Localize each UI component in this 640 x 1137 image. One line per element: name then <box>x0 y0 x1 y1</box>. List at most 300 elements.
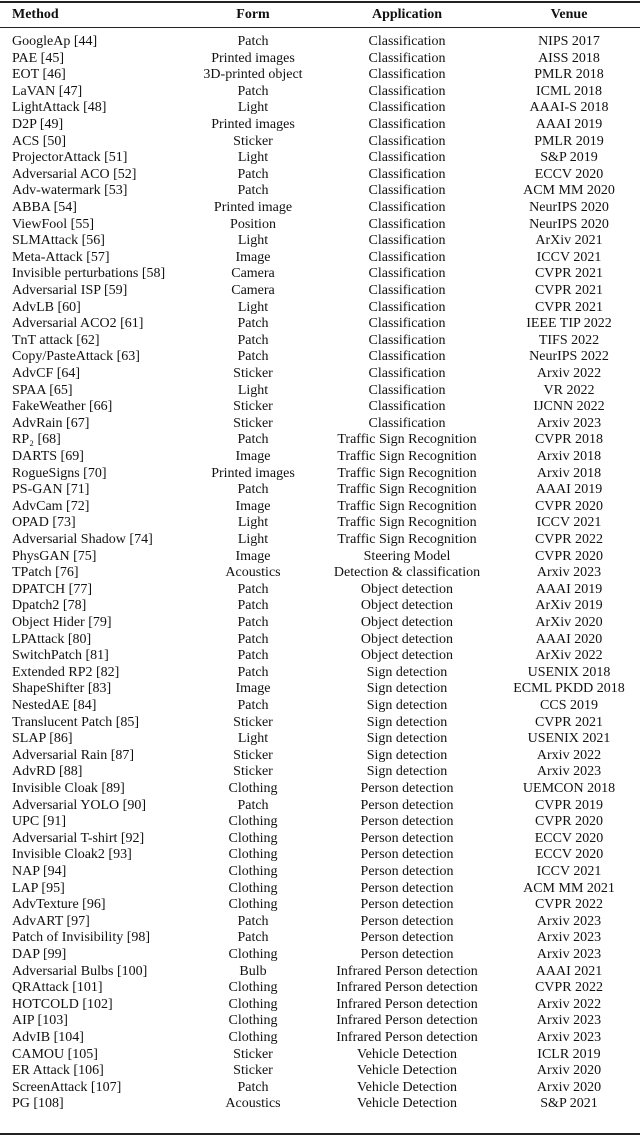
cell-form: Clothing <box>228 1013 278 1029</box>
cell-method: Invisible Cloak2 [93] <box>12 847 132 863</box>
cell-method: AdvCam [72] <box>12 498 90 514</box>
cell-form: Patch <box>237 83 269 99</box>
cell-method: AdvLB [60] <box>12 299 81 315</box>
cell-method: PG [108] <box>12 1096 64 1112</box>
cell-venue: NeurIPS 2020 <box>529 216 609 232</box>
cell-form: Image <box>235 449 271 464</box>
cell-application: Classification <box>368 283 446 298</box>
table-row <box>0 232 640 249</box>
cell-application: Traffic Sign Recognition <box>337 515 477 531</box>
table-row <box>0 1046 640 1063</box>
header-application: Application <box>371 7 442 22</box>
cell-application: Person detection <box>360 797 454 813</box>
cell-method: Extended RP2 [82] <box>12 664 120 680</box>
cell-application: Object detection <box>360 648 454 664</box>
cell-venue: Arxiv 2018 <box>536 449 602 464</box>
cell-application: Classification <box>368 399 446 415</box>
cell-method: AdvIB [104] <box>12 1030 84 1045</box>
cell-method: LAP [95] <box>12 880 65 896</box>
cell-application: Classification <box>368 266 446 282</box>
cell-venue: CVPR 2021 <box>534 266 604 282</box>
table-row <box>0 963 640 980</box>
cell-form: Printed images <box>211 117 295 132</box>
table-row <box>0 830 640 847</box>
cell-form: Position <box>230 216 276 232</box>
cell-venue: CVPR 2021 <box>534 299 604 315</box>
cell-application: Infrared Person detection <box>336 963 478 979</box>
cell-application: Vehicle Detection <box>357 1096 457 1112</box>
cell-venue: Arxiv 2023 <box>536 1013 602 1029</box>
cell-method: LightAttack [48] <box>12 100 107 116</box>
cell-form: Image <box>235 548 271 564</box>
table-row <box>0 365 640 382</box>
cell-method: Adversarial ACO2 [61] <box>12 316 144 332</box>
cell-venue: AAAI 2019 <box>535 482 603 498</box>
cell-application: Vehicle Detection <box>357 1046 457 1062</box>
cell-venue: ArXiv 2020 <box>535 615 603 630</box>
cell-method: Adversarial YOLO [90] <box>12 797 146 813</box>
table-row <box>0 166 640 183</box>
cell-application: Traffic Sign Recognition <box>337 532 477 547</box>
cell-form: Patch <box>237 797 269 813</box>
cell-venue: ICCV 2021 <box>536 864 602 879</box>
cell-application: Vehicle Detection <box>357 1079 457 1095</box>
table-row <box>0 946 640 963</box>
cell-form: Clothing <box>228 897 278 913</box>
cell-method: OPAD [73] <box>12 515 76 531</box>
cell-form: Clothing <box>228 980 278 996</box>
cell-application: Sign detection <box>366 664 448 680</box>
table-row <box>0 581 640 598</box>
table-row <box>0 880 640 897</box>
cell-venue: AAAI-S 2018 <box>529 100 609 116</box>
table-row <box>0 896 640 913</box>
cell-application: Classification <box>368 133 446 149</box>
cell-application: Steering Model <box>363 548 451 564</box>
cell-method: Adversarial ACO [52] <box>12 166 137 182</box>
table-row <box>0 332 640 349</box>
cell-venue: Arxiv 2023 <box>536 764 602 780</box>
cell-form: Sticker <box>233 399 273 415</box>
top-rule <box>0 1 640 3</box>
cell-venue: S&P 2019 <box>540 150 598 166</box>
cell-venue: ACM MM 2020 <box>523 183 615 199</box>
table-row <box>0 1062 640 1079</box>
cell-venue: ICLR 2019 <box>537 1046 601 1062</box>
cell-venue: IJCNN 2022 <box>533 399 605 415</box>
table-row <box>0 99 640 116</box>
cell-form: Patch <box>237 332 269 348</box>
cell-venue: ICML 2018 <box>536 83 602 99</box>
cell-form: Light <box>237 150 269 166</box>
cell-form: Patch <box>237 34 269 49</box>
cell-method: PhysGAN [75] <box>12 548 97 564</box>
cell-method: FakeWeather [66] <box>12 399 113 415</box>
cell-method: TPatch [76] <box>12 565 79 581</box>
table-row <box>0 498 640 515</box>
cell-application: Traffic Sign Recognition <box>337 482 477 498</box>
cell-application: Classification <box>368 67 446 83</box>
cell-venue: Arxiv 2023 <box>536 930 602 946</box>
cell-form: Patch <box>237 631 269 647</box>
cell-venue: Arxiv 2018 <box>536 465 602 481</box>
cell-form: Sticker <box>233 1063 273 1079</box>
cell-application: Infrared Person detection <box>336 980 478 996</box>
cell-form: Patch <box>237 664 269 680</box>
cell-venue: Arxiv 2023 <box>536 415 602 431</box>
cell-method: ACS [50] <box>12 133 67 149</box>
cell-venue: CVPR 2021 <box>534 283 604 298</box>
cell-application: Classification <box>368 150 446 166</box>
table-row <box>0 846 640 863</box>
cell-form: Patch <box>237 913 269 929</box>
cell-form: Sticker <box>233 366 273 381</box>
cell-form: Sticker <box>233 764 273 780</box>
cell-method: ER Attack [106] <box>12 1063 104 1079</box>
table-row <box>0 116 640 133</box>
cell-application: Classification <box>368 249 446 265</box>
cell-method: Translucent Patch [85] <box>12 714 140 730</box>
table-row <box>0 431 640 448</box>
cell-venue: USENIX 2018 <box>527 664 611 680</box>
cell-application: Infrared Person detection <box>336 1013 478 1029</box>
cell-method: PAE [45] <box>12 50 64 66</box>
cell-venue: NIPS 2017 <box>538 34 600 49</box>
cell-method: LaVAN [47] <box>12 83 83 99</box>
cell-form: Clothing <box>228 880 278 896</box>
cell-venue: S&P 2021 <box>540 1096 598 1112</box>
table-row <box>0 614 640 631</box>
cell-method: Patch of Invisibility [98] <box>12 930 151 946</box>
cell-form: Light <box>237 532 269 547</box>
cell-venue: CVPR 2020 <box>534 498 604 514</box>
cell-venue: CVPR 2022 <box>534 980 604 996</box>
cell-application: Person detection <box>360 947 454 962</box>
cell-method: LPAttack [80] <box>12 631 92 647</box>
table-row <box>0 813 640 830</box>
cell-form: Sticker <box>233 1046 273 1062</box>
cell-form: Camera <box>231 283 275 298</box>
cell-method: AdvCF [64] <box>12 366 81 381</box>
table-row <box>0 133 640 150</box>
table-row <box>0 929 640 946</box>
cell-application: Vehicle Detection <box>357 1063 457 1079</box>
cell-method: EOT [46] <box>12 67 66 83</box>
table-row <box>0 680 640 697</box>
cell-application: Classification <box>368 366 446 381</box>
cell-venue: AAAI 2021 <box>535 963 603 979</box>
cell-method: AIP [103] <box>12 1013 68 1029</box>
cell-form: Patch <box>237 930 269 946</box>
table-row <box>0 1095 640 1112</box>
table-row <box>0 979 640 996</box>
bottom-rule <box>0 1133 640 1135</box>
cell-application: Classification <box>368 316 446 332</box>
table-row <box>0 647 640 664</box>
cell-application: Classification <box>368 415 446 431</box>
cell-method: SPAA [65] <box>12 382 73 398</box>
cell-venue: IEEE TIP 2022 <box>526 316 612 332</box>
cell-application: Classification <box>368 349 446 365</box>
cell-method: Meta-Attack [57] <box>12 249 110 265</box>
cell-form: Light <box>237 299 269 315</box>
table-row <box>0 714 640 731</box>
cell-application: Person detection <box>360 880 454 896</box>
cell-method: Invisible perturbations [58] <box>12 266 166 282</box>
cell-application: Classification <box>368 216 446 232</box>
cell-method: Invisible Cloak [89] <box>12 781 125 796</box>
cell-application: Sign detection <box>366 714 448 730</box>
cell-method: Adversarial Rain [87] <box>12 747 135 763</box>
cell-method: Adversarial ISP [59] <box>12 283 128 298</box>
table-row <box>0 780 640 797</box>
cell-form: Camera <box>231 266 275 282</box>
cell-venue: Arxiv 2022 <box>536 366 602 381</box>
cell-venue: VR 2022 <box>543 382 595 398</box>
table-row <box>0 216 640 233</box>
cell-venue: CVPR 2018 <box>534 432 604 448</box>
cell-application: Infrared Person detection <box>336 1030 478 1045</box>
cell-form: Image <box>235 498 271 514</box>
table-row <box>0 50 640 67</box>
table-row <box>0 730 640 747</box>
cell-venue: CVPR 2022 <box>534 897 604 913</box>
cell-form: Patch <box>237 166 269 182</box>
table-row <box>0 465 640 482</box>
cell-application: Sign detection <box>366 698 448 713</box>
table-row <box>0 66 640 83</box>
table-row <box>0 448 640 465</box>
table-row <box>0 415 640 432</box>
cell-method: SLMAttack [56] <box>12 233 105 249</box>
cell-form: Light <box>237 100 269 116</box>
cell-application: Classification <box>368 34 446 49</box>
table-row <box>0 382 640 399</box>
cell-method: Adversarial T-shirt [92] <box>12 830 145 846</box>
cell-form: Sticker <box>233 133 273 149</box>
header-rule <box>0 27 640 28</box>
table-row <box>0 249 640 266</box>
cell-venue: Arxiv 2023 <box>536 1030 602 1045</box>
cell-method: RogueSigns [70] <box>12 465 107 481</box>
cell-form: Image <box>235 249 271 265</box>
cell-venue: ArXiv 2019 <box>535 598 603 614</box>
cell-form: Printed image <box>213 200 293 215</box>
cell-form: Patch <box>237 648 269 664</box>
table-row <box>0 348 640 365</box>
cell-venue: CVPR 2019 <box>534 797 604 813</box>
table-row <box>0 299 640 316</box>
cell-method: Adv-watermark [53] <box>12 183 128 199</box>
cell-form: Patch <box>237 349 269 365</box>
cell-form: Sticker <box>233 747 273 763</box>
cell-method: NestedAE [84] <box>12 698 97 713</box>
cell-method: UPC [91] <box>12 814 67 830</box>
cell-method: HOTCOLD [102] <box>12 996 113 1012</box>
table-row <box>0 664 640 681</box>
cell-method: PS-GAN [71] <box>12 482 90 498</box>
cell-form: Bulb <box>239 963 267 979</box>
cell-method: AdvART [97] <box>12 913 90 929</box>
cell-form: Patch <box>237 482 269 498</box>
table-row <box>0 631 640 648</box>
header-venue: Venue <box>550 7 588 22</box>
cell-venue: ACM MM 2021 <box>523 880 615 896</box>
table-row <box>0 531 640 548</box>
cell-application: Person detection <box>360 930 454 946</box>
cell-application: Sign detection <box>366 764 448 780</box>
cell-method: Copy/PasteAttack [63] <box>12 349 140 365</box>
cell-venue: AISS 2018 <box>538 50 600 66</box>
cell-venue: ArXiv 2021 <box>535 233 603 249</box>
cell-application: Traffic Sign Recognition <box>337 465 477 481</box>
table-row <box>0 1012 640 1029</box>
cell-venue: ArXiv 2022 <box>535 648 603 664</box>
table-row <box>0 149 640 166</box>
cell-method: CAMOU [105] <box>12 1046 98 1062</box>
cell-method: SLAP [86] <box>12 731 73 747</box>
cell-method: Adversarial Bulbs [100] <box>12 963 148 979</box>
table-row <box>0 182 640 199</box>
cell-application: Person detection <box>360 830 454 846</box>
cell-method: RP₂ [68] <box>12 432 61 448</box>
cell-application: Classification <box>368 233 446 249</box>
cell-venue: AAAI 2019 <box>535 581 603 597</box>
cell-form: 3D-printed object <box>203 67 303 83</box>
cell-venue: Arxiv 2023 <box>536 913 602 929</box>
cell-form: Light <box>237 382 269 398</box>
cell-venue: CCS 2019 <box>540 698 598 713</box>
cell-venue: AAAI 2019 <box>535 117 603 132</box>
cell-form: Patch <box>237 581 269 597</box>
cell-method: ViewFool [55] <box>12 216 94 232</box>
table-row <box>0 315 640 332</box>
cell-venue: USENIX 2021 <box>527 731 611 747</box>
cell-method: QRAttack [101] <box>12 980 103 996</box>
table-row <box>0 763 640 780</box>
cell-venue: CVPR 2020 <box>534 548 604 564</box>
cell-form: Patch <box>237 1079 269 1095</box>
cell-application: Classification <box>368 166 446 182</box>
cell-venue: CVPR 2020 <box>534 814 604 830</box>
cell-form: Light <box>237 731 269 747</box>
cell-application: Classification <box>368 117 446 132</box>
cell-form: Light <box>237 515 269 531</box>
table-row <box>0 1079 640 1096</box>
cell-form: Printed images <box>211 50 295 66</box>
table-row <box>0 83 640 100</box>
cell-form: Patch <box>237 698 269 713</box>
cell-form: Patch <box>237 432 269 448</box>
cell-method: SwitchPatch [81] <box>12 648 109 664</box>
cell-application: Person detection <box>360 897 454 913</box>
cell-method: DARTS [69] <box>12 449 84 464</box>
header-method: Method <box>12 7 59 22</box>
table-row <box>0 697 640 714</box>
table-row <box>0 33 640 50</box>
cell-application: Sign detection <box>366 747 448 763</box>
table-row <box>0 564 640 581</box>
cell-application: Object detection <box>360 581 454 597</box>
cell-form: Clothing <box>228 1030 278 1045</box>
cell-method: DAP [99] <box>12 947 67 962</box>
cell-venue: ECCV 2020 <box>534 166 604 182</box>
table-row <box>0 199 640 216</box>
cell-form: Clothing <box>228 947 278 962</box>
cell-venue: Arxiv 2022 <box>536 996 602 1012</box>
cell-venue: Arxiv 2022 <box>536 747 602 763</box>
cell-venue: CVPR 2021 <box>534 714 604 730</box>
cell-form: Clothing <box>228 814 278 830</box>
cell-venue: AAAI 2020 <box>535 631 603 647</box>
cell-application: Classification <box>368 200 446 215</box>
cell-venue: PMLR 2018 <box>534 67 604 83</box>
cell-venue: PMLR 2019 <box>534 133 604 149</box>
cell-venue: CVPR 2022 <box>534 532 604 547</box>
cell-method: AdvTexture [96] <box>12 897 106 913</box>
cell-application: Traffic Sign Recognition <box>337 449 477 464</box>
cell-application: Detection & classification <box>333 565 481 581</box>
cell-method: Dpatch2 [78] <box>12 598 87 614</box>
cell-application: Sign detection <box>366 681 448 697</box>
cell-method: AdvRD [88] <box>12 764 83 780</box>
cell-form: Clothing <box>228 864 278 879</box>
cell-form: Printed images <box>211 465 295 481</box>
cell-form: Patch <box>237 598 269 614</box>
cell-form: Acoustics <box>225 1096 281 1112</box>
cell-application: Classification <box>368 299 446 315</box>
table-row <box>0 797 640 814</box>
cell-application: Classification <box>368 100 446 116</box>
table-row <box>0 514 640 531</box>
cell-form: Patch <box>237 615 269 630</box>
table-row <box>0 265 640 282</box>
cell-venue: Arxiv 2020 <box>536 1079 602 1095</box>
cell-venue: ICCV 2021 <box>536 515 602 531</box>
cell-method: ProjectorAttack [51] <box>12 150 128 166</box>
table-row <box>0 398 640 415</box>
cell-method: ShapeShifter [83] <box>12 681 112 697</box>
cell-venue: ECCV 2020 <box>534 830 604 846</box>
cell-method: NAP [94] <box>12 864 67 879</box>
header-form: Form <box>236 7 270 22</box>
table-row <box>0 747 640 764</box>
header-row <box>0 6 640 23</box>
cell-application: Classification <box>368 83 446 99</box>
cell-application: Person detection <box>360 814 454 830</box>
cell-method: TnT attack [62] <box>12 332 100 348</box>
cell-venue: Arxiv 2020 <box>536 1063 602 1079</box>
cell-form: Light <box>237 233 269 249</box>
cell-application: Classification <box>368 183 446 199</box>
table-row <box>0 863 640 880</box>
cell-form: Patch <box>237 316 269 332</box>
cell-form: Acoustics <box>225 565 281 581</box>
table-row <box>0 282 640 299</box>
cell-method: DPATCH [77] <box>12 581 92 597</box>
cell-form: Sticker <box>233 714 273 730</box>
cell-application: Person detection <box>360 864 454 879</box>
cell-application: Classification <box>368 332 446 348</box>
table-row <box>0 913 640 930</box>
cell-application: Person detection <box>360 913 454 929</box>
cell-form: Clothing <box>228 847 278 863</box>
cell-form: Patch <box>237 183 269 199</box>
cell-venue: ECML PKDD 2018 <box>513 681 625 697</box>
cell-form: Sticker <box>233 415 273 431</box>
cell-application: Traffic Sign Recognition <box>337 432 477 448</box>
cell-form: Image <box>235 681 271 697</box>
